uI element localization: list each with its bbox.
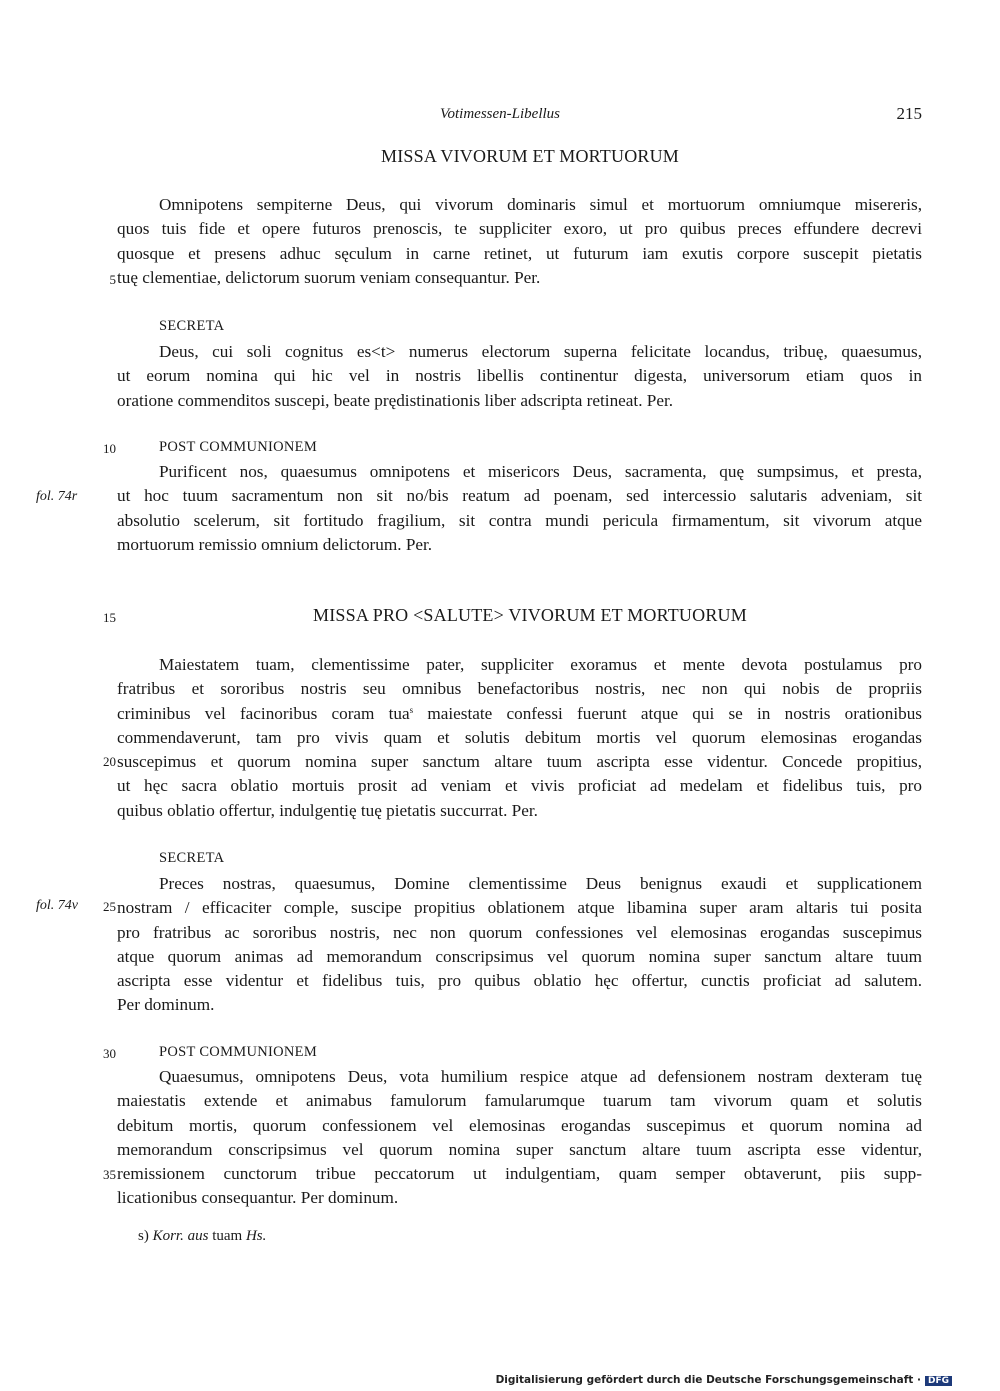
footnote-word: tuam	[212, 1228, 243, 1244]
text-line: Per dominum.	[117, 995, 215, 1015]
section-2-oratio	[117, 653, 922, 823]
footnote-hs: Hs.	[245, 1228, 267, 1244]
text-line: licationibus consequantur. Per dominum.	[117, 1188, 399, 1208]
section-1-heading: MISSA VIVORUM ET MORTUORUM	[381, 146, 679, 166]
text-line: pro fratribus ac sororibus nostris, nec non quorum confessiones vel elemosinas erogandas suscepimus	[117, 922, 922, 942]
text-line: ut hęc sacra oblatio mortuis prosit ad veniam et vivis proficiat ad medelam et fidelibus tuis, pro	[117, 776, 922, 796]
text-line: debitum mortis, quorum confessionem vel elemosinas erogandas suscepimus et quorum nomina ad	[117, 1115, 922, 1135]
text-line: quosque et presens adhuc sęculum in carne retinet, ut futurum iam exutis corpore suscepit pietatis	[117, 243, 922, 263]
text-line: suscepimus et quorum nomina super sanctum altare tuum ascripta esse videntur. Concede propitius,	[117, 752, 922, 772]
text-line: ut hoc tuum sacramentum non sit no/bis reatum ad poenam, sed intercessio salutaris adveniam, sit	[117, 486, 922, 506]
text-line: tuę clementiae, delictorum suorum veniam consequantur. Per.	[117, 267, 541, 287]
credit-text: Digitalisierung gefördert durch die Deutsche Forschungsgemeinschaft ·	[495, 1374, 921, 1386]
footnote-korr: Korr. aus	[152, 1228, 209, 1244]
section-1-secreta-label: SECRETA	[159, 318, 225, 334]
line-number: 15	[103, 610, 116, 625]
line-number: 10	[103, 441, 116, 456]
footnote-marker: s)	[138, 1228, 149, 1244]
section-1-post	[117, 460, 922, 557]
text-line: mortuorum remissio omnium delictorum. Per.	[117, 534, 433, 554]
footnote-marker: s	[409, 704, 414, 715]
line-number: 35	[103, 1167, 116, 1182]
text-line: Deus, cui soli cognitus es<t> numerus electorum superna felicitate locandus, tribuę, quaesumus,	[159, 342, 922, 361]
text-line: fratribus et sororibus nostris seu omnibus benefactoribus nostris, nec non qui nobis de propriis	[117, 679, 922, 699]
text-fragment: criminibus vel facinoribus coram tua	[117, 703, 410, 723]
page-number: 215	[896, 104, 922, 123]
folio-note: fol. 74r	[36, 489, 78, 504]
section-2-post	[117, 1065, 922, 1211]
text-line: absolutio scelerum, sit fortitudo fragilium, sit contra mundi pericula firmamentum, sit vivorum atque	[117, 510, 922, 530]
text-line: commendaverunt, tam pro vivis quam et solutis debitum mortis vel quorum elemosinas erogandas	[117, 727, 922, 747]
section-1-post-label: POST COMMUNIONEM	[159, 439, 318, 455]
text-line: Omnipotens sempiterne Deus, qui vivorum dominaris simul et mortuorum omniumque misereris,	[159, 195, 922, 214]
section-1-oratio	[117, 193, 922, 290]
running-title: Votimessen-Libellus	[440, 106, 560, 122]
text-line: ascripta esse videntur et fidelibus tuis, pro quibus oblatio hęc offertur, cunctis proficiat ad salutem.	[117, 971, 922, 991]
section-2-secreta-label: SECRETA	[159, 850, 225, 866]
text-line: Preces nostras, quaesumus, Domine clementissime Deus benignus exaudi et supplicationem	[159, 874, 922, 893]
text-line: atque quorum animas ad memorandum conscripsimus vel quorum nomina super sanctum altare tuum	[117, 946, 922, 966]
text-line: Quaesumus, omnipotens Deus, vota humilium respice atque ad defensionem nostram dexteram tuę	[159, 1067, 922, 1086]
text-line: oratione commenditos suscepi, beate prędistinationis liber adscripta retineat. Per.	[117, 390, 674, 410]
footnote	[138, 1228, 266, 1245]
text-line: maiestatis extende et animabus famulorum famularumque tuarum tam vivorum quam et solutis	[117, 1091, 922, 1111]
text-line: quibus oblatio offertur, indulgentię tuę pietatis succurrat. Per.	[117, 800, 538, 820]
text-line: ut eorum nomina qui hic vel in nostris libellis continentur digesta, universorum etiam quos in	[117, 366, 922, 386]
line-number: 5	[109, 272, 116, 287]
text-line: quos tuis fide et opere futuros prenoscis, te suppliciter exoro, ut pro quibus preces effundere decrevi	[117, 219, 922, 239]
folio-note: fol. 74v	[36, 898, 78, 913]
digitization-credit	[496, 1374, 952, 1386]
text-line: memorandum conscripsimus vel quorum nomina super sanctum altare tuum ascripta esse videntur,	[117, 1139, 922, 1159]
section-1-secreta	[117, 340, 922, 413]
text-line: nostram / efficaciter comple, suscipe propitius oblationem atque libamina super aram altaris tui posita	[117, 898, 922, 918]
line-number: 25	[103, 899, 116, 914]
dfg-logo: DFG	[925, 1376, 952, 1386]
text-fragment: maiestate confessi fuerunt atque qui se in nostris orationibus	[413, 703, 922, 723]
text-line: Purificent nos, quaesumus omnipotens et misericors Deus, sacramenta, quę sumpsimus, et presta,	[159, 462, 922, 481]
text-line: Maiestatem tuam, clementissime pater, suppliciter exoramus et mente devota postulamus pro	[159, 655, 922, 674]
line-number: 20	[103, 754, 116, 769]
line-number: 30	[103, 1046, 116, 1061]
section-2-heading: MISSA PRO <SALUTE> VIVORUM ET MORTUORUM	[313, 605, 747, 625]
text-line: remissionem cunctorum tribue peccatorum ut indulgentiam, quam semper obtaverunt, piis supp-	[117, 1164, 922, 1184]
section-2-secreta	[117, 872, 922, 1018]
section-2-post-label: POST COMMUNIONEM	[159, 1044, 318, 1060]
text-line	[117, 702, 922, 726]
